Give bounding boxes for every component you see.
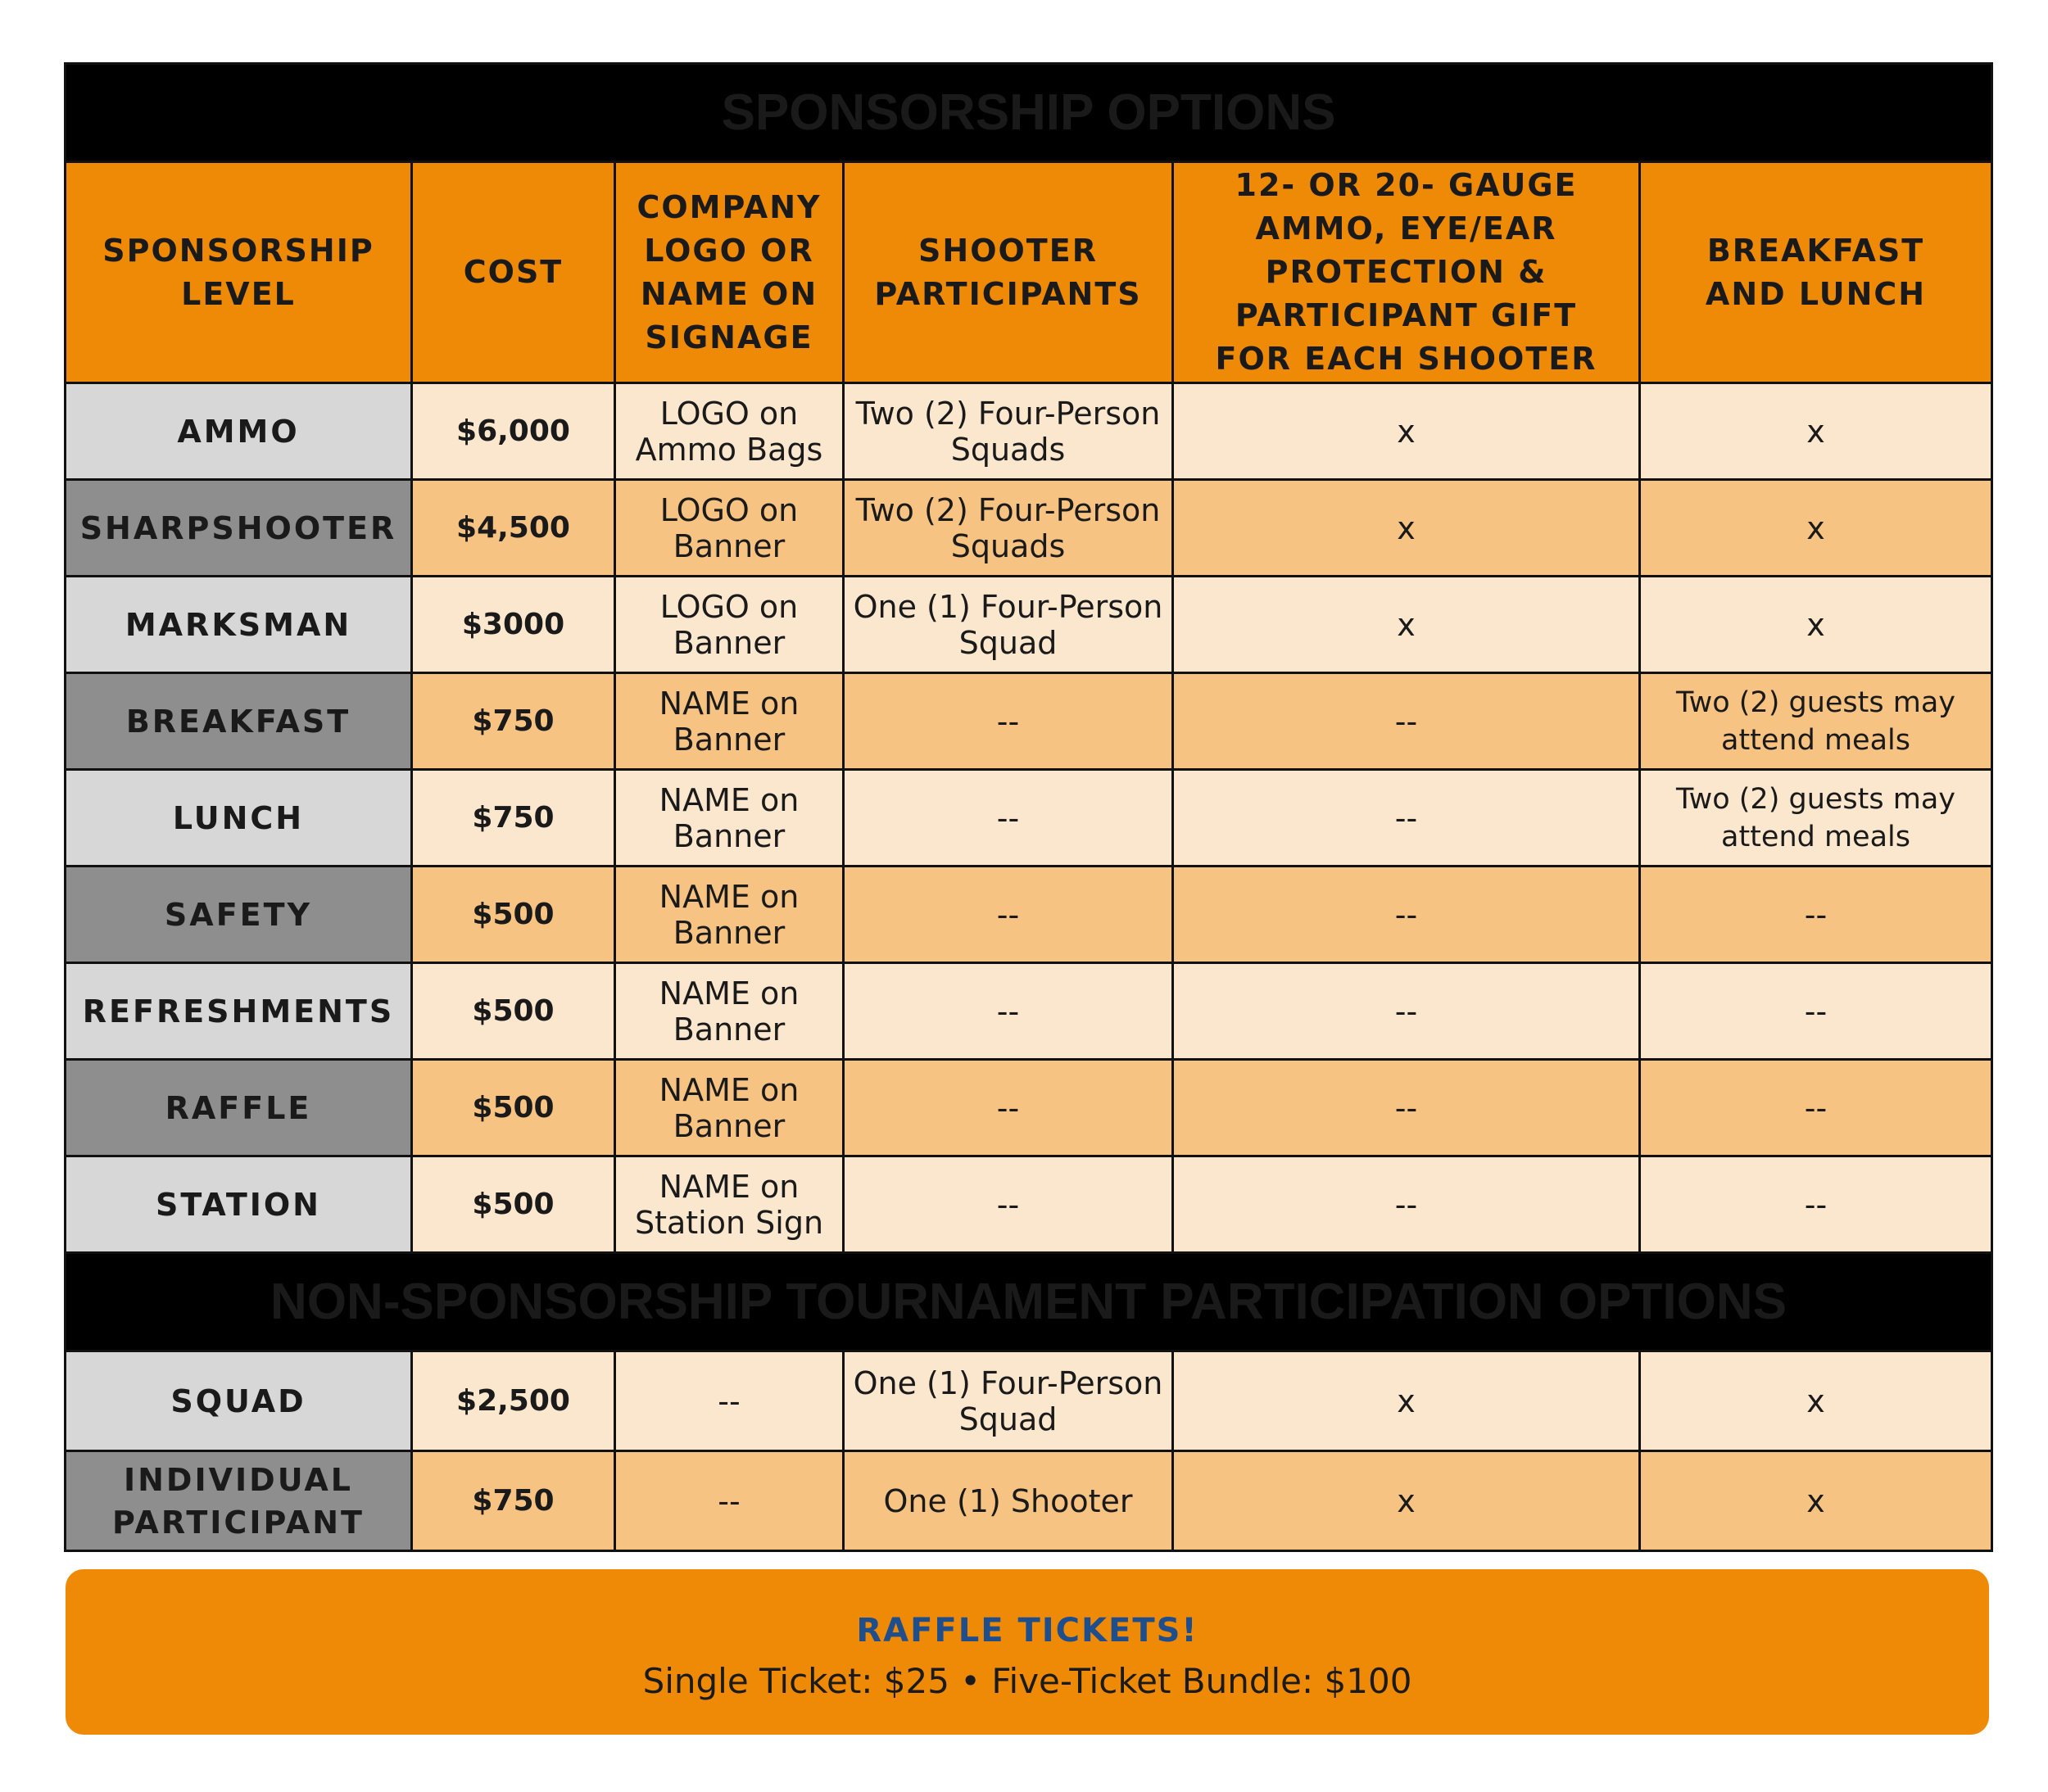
signage-cell: NAME on Banner — [615, 770, 844, 867]
shooters-cell: -- — [844, 770, 1173, 867]
signage-cell: LOGO on Banner — [615, 577, 844, 673]
table-row — [66, 1351, 1992, 1451]
signage-cell: NAME on Banner — [615, 1060, 844, 1156]
cost-cell: $500 — [412, 1060, 615, 1156]
non-sponsorship-title: NON-SPONSORSHIP TOURNAMENT PARTICIPATION OPTIONS — [66, 1253, 1992, 1351]
signage-cell: -- — [615, 1351, 844, 1451]
cost-cell: $500 — [412, 867, 615, 963]
cost-cell: $750 — [412, 770, 615, 867]
level-cell: BREAKFAST — [66, 673, 412, 770]
cost-cell: $4,500 — [412, 480, 615, 577]
level-cell: INDIVIDUAL PARTICIPANT — [66, 1451, 412, 1551]
level-cell: RAFFLE — [66, 1060, 412, 1156]
signage-cell: -- — [615, 1451, 844, 1551]
header-level: SPONSORSHIP LEVEL — [66, 162, 412, 383]
shooters-cell: -- — [844, 1156, 1173, 1253]
table-row — [66, 1451, 1992, 1551]
shooters-cell: -- — [844, 1060, 1173, 1156]
table-row — [66, 770, 1992, 867]
meals-cell: x — [1640, 480, 1992, 577]
gear-cell: x — [1173, 1451, 1640, 1551]
meals-cell: -- — [1640, 1156, 1992, 1253]
meals-cell: Two (2) guests may attend meals — [1640, 673, 1992, 770]
non-sponsor-rows — [66, 1351, 1992, 1551]
meals-cell: -- — [1640, 1060, 1992, 1156]
shooters-cell: Two (2) Four-Person Squads — [844, 383, 1173, 480]
gear-cell: x — [1173, 577, 1640, 673]
sponsorship-table — [64, 62, 1993, 1552]
shooters-cell: One (1) Four-Person Squad — [844, 1351, 1173, 1451]
signage-cell: LOGO on Banner — [615, 480, 844, 577]
gear-cell: x — [1173, 383, 1640, 480]
level-cell: LUNCH — [66, 770, 412, 867]
gear-cell: -- — [1173, 673, 1640, 770]
level-cell: SQUAD — [66, 1351, 412, 1451]
sponsor-rows — [66, 383, 1992, 1253]
header-cost: COST — [412, 162, 615, 383]
meals-cell: x — [1640, 383, 1992, 480]
level-cell: STATION — [66, 1156, 412, 1253]
signage-cell: NAME on Banner — [615, 963, 844, 1060]
signage-cell: LOGO on Ammo Bags — [615, 383, 844, 480]
table-row — [66, 1156, 1992, 1253]
table-row — [66, 867, 1992, 963]
gear-cell: x — [1173, 480, 1640, 577]
header-gear: 12- OR 20- GAUGE AMMO, EYE/EAR PROTECTION & PARTICIPANT GIFT FOR EACH SHOOTER — [1173, 162, 1640, 383]
level-cell: REFRESHMENTS — [66, 963, 412, 1060]
meals-cell: Two (2) guests may attend meals — [1640, 770, 1992, 867]
raffle-tickets-box — [66, 1569, 1989, 1735]
meals-cell: -- — [1640, 867, 1992, 963]
signage-cell: NAME on Banner — [615, 673, 844, 770]
shooters-cell: One (1) Shooter — [844, 1451, 1173, 1551]
gear-cell: -- — [1173, 770, 1640, 867]
signage-cell: NAME on Station Sign — [615, 1156, 844, 1253]
table-row — [66, 1060, 1992, 1156]
level-cell: SHARPSHOOTER — [66, 480, 412, 577]
cost-cell: $2,500 — [412, 1351, 615, 1451]
gear-cell: -- — [1173, 963, 1640, 1060]
meals-cell: x — [1640, 1451, 1992, 1551]
table-row — [66, 577, 1992, 673]
raffle-prices: Single Ticket: $25 • Five-Ticket Bundle: $100 — [642, 1661, 1412, 1701]
header-signage: COMPANY LOGO OR NAME ON SIGNAGE — [615, 162, 844, 383]
shooters-cell: -- — [844, 673, 1173, 770]
header-shooters: SHOOTER PARTICIPANTS — [844, 162, 1173, 383]
gear-cell: x — [1173, 1351, 1640, 1451]
meals-cell: x — [1640, 577, 1992, 673]
gear-cell: -- — [1173, 867, 1640, 963]
table-row — [66, 673, 1992, 770]
shooters-cell: -- — [844, 867, 1173, 963]
signage-cell: NAME on Banner — [615, 867, 844, 963]
cost-cell: $3000 — [412, 577, 615, 673]
meals-cell: x — [1640, 1351, 1992, 1451]
shooters-cell: Two (2) Four-Person Squads — [844, 480, 1173, 577]
cost-cell: $500 — [412, 963, 615, 1060]
cost-cell: $750 — [412, 1451, 615, 1551]
cost-cell: $500 — [412, 1156, 615, 1253]
sponsorship-options-title: SPONSORSHIP OPTIONS — [66, 64, 1992, 162]
table-row — [66, 383, 1992, 480]
level-cell: MARKSMAN — [66, 577, 412, 673]
level-cell: SAFETY — [66, 867, 412, 963]
level-cell: AMMO — [66, 383, 412, 480]
gear-cell: -- — [1173, 1060, 1640, 1156]
gear-cell: -- — [1173, 1156, 1640, 1253]
shooters-cell: -- — [844, 963, 1173, 1060]
table-row — [66, 963, 1992, 1060]
cost-cell: $750 — [412, 673, 615, 770]
header-meals: BREAKFAST AND LUNCH — [1640, 162, 1992, 383]
raffle-title: RAFFLE TICKETS! — [856, 1612, 1198, 1649]
shooters-cell: One (1) Four-Person Squad — [844, 577, 1173, 673]
meals-cell: -- — [1640, 963, 1992, 1060]
cost-cell: $6,000 — [412, 383, 615, 480]
table-row — [66, 480, 1992, 577]
